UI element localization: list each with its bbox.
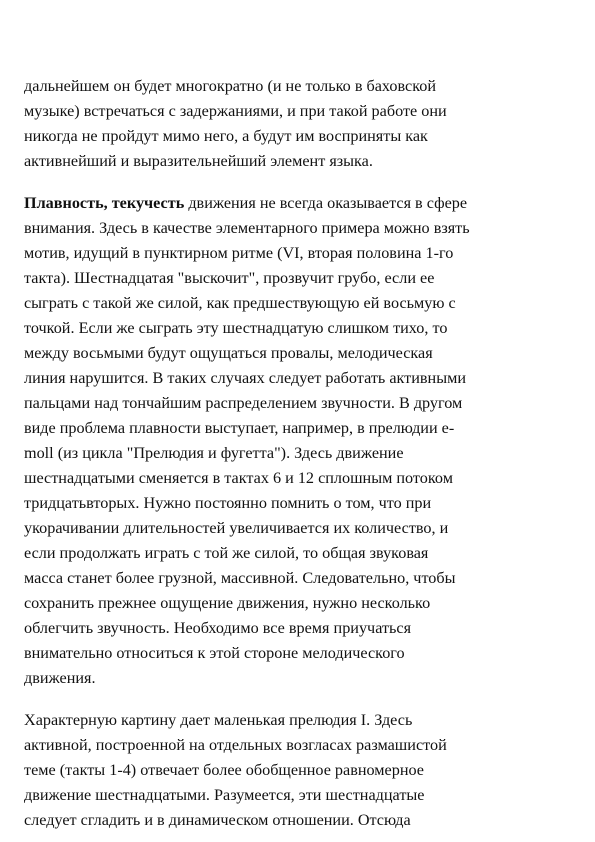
bold-lead-text: Плавность, текучесть [24,194,185,212]
text-line: тридцатьвторых. Нужно постоянно помнить о том, что при [24,494,432,512]
text-line: масса станет более грузной, массивной. Следовательно, чтобы [24,569,456,587]
text-line [24,193,467,213]
text-line: дальнейшем он будет многократно (и не только в баховской [24,77,437,95]
text-line: между восьмыми будут ощущаться провалы, мелодическая [24,344,433,362]
text-line: внимания. Здесь в качестве элементарного примера можно взять [24,219,470,237]
text-line: теме (такты 1-4) отвечает более обобщенное равномерное [24,761,424,779]
text-line: moll (из цикла "Прелюдия и фугетта"). Здесь движение [24,444,404,462]
text-line: виде проблема плавности выступает, например, в прелюдии e- [24,419,455,437]
text-line: пальцами над тончайшим распределением звучности. В другом [24,394,463,412]
text-line: линия нарушится. В таких случаях следует работать активными [24,369,466,387]
text-line: следует сгладить и в динамическом отношении. Отсюда [24,811,411,829]
text-line: если продолжать играть с той же силой, то общая звуковая [24,544,429,562]
text-line: такта). Шестнадцатая "выскочит", прозвучит грубо, если ее [24,269,435,287]
text-line: внимательно относиться к этой стороне мелодического [24,644,405,662]
text-line: движение шестнадцатыми. Разумеется, эти шестнадцатые [24,786,425,804]
text-line: сохранить прежнее ощущение движения, нужно несколько [24,594,431,612]
text-line: движения. [24,669,96,687]
text-line: мотив, идущий в пунктирном ритме (VI, вторая половина 1-го [24,244,454,262]
text-line: точкой. Если же сыграть эту шестнадцатую слишком тихо, то [24,319,448,337]
text-line: облегчить звучность. Необходимо все время приучаться [24,619,412,637]
text-line-rest: движения не всегда оказывается в сфере [184,194,468,212]
text-line: никогда не пройдут мимо него, а будут им восприняты как [24,127,428,145]
text-line: активной, построенной на отдельных возгласах размашистой [24,736,447,754]
text-line: сыграть с такой же силой, как предшествующую ей восьмую с [24,294,456,312]
text-line: шестнадцатыми сменяется в тактах 6 и 12 сплошным потоком [24,469,453,487]
text-line: Характерную картину дает маленькая прелюдия I. Здесь [24,711,413,729]
text-line: активнейший и выразительнейший элемент языка. [24,152,373,170]
text-line: музыке) встречаться с задержаниями, и при такой работе они [24,102,447,120]
text-line: укорачивании длительностей увеличивается их количество, и [24,519,449,537]
